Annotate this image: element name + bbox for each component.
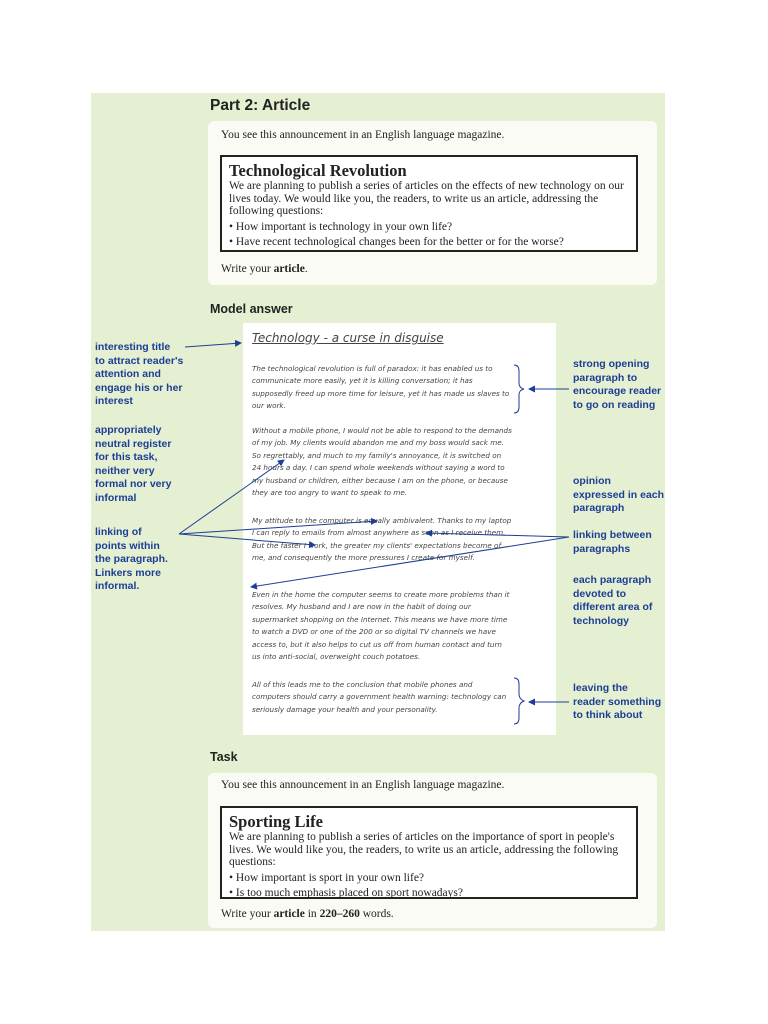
announcement-title: Sporting Life xyxy=(229,812,323,831)
annotation-register: appropriately neutral register for this task, neither very formal nor very informal xyxy=(95,424,172,504)
model-paragraph: The technological revolution is full of paradox: it has enabled us to communicate more easily, yet it is killing conversation; it has supposedly freed up more time for leisure, yet it has made us slaves to our work. xyxy=(252,364,510,411)
task-instruction: Write your article. xyxy=(221,263,308,275)
arrow-title xyxy=(185,343,241,347)
arrow-link-but xyxy=(179,534,315,545)
annotation-title: interesting title to attract reader's attention and engage his or her interest xyxy=(95,341,184,407)
model-answer-heading: Model answer xyxy=(210,302,293,316)
arrow-link-equally xyxy=(179,521,377,534)
model-answer-title: Technology - a curse in disguise xyxy=(252,331,444,345)
announcement-text: We are planning to publish a series of articles on the importance of sport in people's lives. We would like you, the readers, to write us an article, addressing the following questions: xyxy=(229,831,619,869)
question-item: • How important is sport in your own life? xyxy=(229,871,629,886)
task-intro: You see this announcement in an English language magazine. xyxy=(221,779,505,791)
question-list xyxy=(229,871,629,901)
annotation-linking-between: linking between paragraphs xyxy=(573,529,652,555)
brace-conclusion xyxy=(514,678,524,724)
arrow-link-so xyxy=(179,460,284,534)
question-item: • How important is technology in your own life? xyxy=(229,220,629,235)
model-paragraph: All of this leads me to the conclusion that mobile phones and computers should carry a government health warning: technology can seriously damage your health and your personality. xyxy=(252,680,507,714)
announcement-box xyxy=(220,806,638,899)
question-item: • Have recent technological changes been for the better or for the worse? xyxy=(229,235,629,250)
task-card-sport xyxy=(208,773,657,928)
announcement-text: We are planning to publish a series of articles on the effects of new technology on our lives today. We would like you, the readers, to write us an article, addressing the following questions: xyxy=(229,180,624,218)
task-instruction: Write your article in 220–260 words. xyxy=(221,908,394,920)
task-heading: Task xyxy=(210,750,238,764)
annotation-conclusion: leaving the reader something to think about xyxy=(573,682,662,721)
question-item: • Is too much emphasis placed on sport nowadays? xyxy=(229,886,629,901)
worksheet-page xyxy=(91,93,665,931)
annotation-paragraph-area: each paragraph devoted to different area of technology xyxy=(573,574,653,627)
arrow-between-2 xyxy=(251,537,569,587)
task-intro: You see this announcement in an English language magazine. xyxy=(221,129,505,141)
annotation-opening: strong opening paragraph to encourage reader to go on reading xyxy=(573,358,662,411)
model-paragraph: Without a mobile phone, I would not be able to respond to the demands of my job. My clients would abandon me and my boss would sack me. So regrettably, and much to my family's annoyance, it is switched on 24 hours a day. I can spend whole weekends without saying a word to my husband or children, either because I am on the phone, or because they are too angry to want to speak to me. xyxy=(252,426,512,498)
announcement-title: Technological Revolution xyxy=(229,161,407,180)
annotation-linking-within: linking of points within the paragraph. Linkers more informal. xyxy=(95,526,168,592)
model-paragraph: My attitude to the computer is equally ambivalent. Thanks to my laptop I can reply to emails from almost anywhere as soon as I receive them. But the faster I work, the greater my clients' expectations become of me, and consequently the more pressures I create for myself. xyxy=(252,516,512,563)
brace-opening xyxy=(514,365,524,413)
part-heading: Part 2: Article xyxy=(210,97,311,114)
arrow-between-1 xyxy=(426,533,569,537)
annotation-opinion: opinion expressed in each paragraph xyxy=(573,475,665,514)
model-paragraph: Even in the home the computer seems to create more problems than it resolves. My husband and I are now in the habit of doing our supermarket shopping on the Internet. This means we have more time to watch a DVD or one of the 200 or so digital TV channels we have access to, but it also helps to cut us off from human contact and turn us into anti-social, overweight couch potatoes. xyxy=(252,590,510,662)
